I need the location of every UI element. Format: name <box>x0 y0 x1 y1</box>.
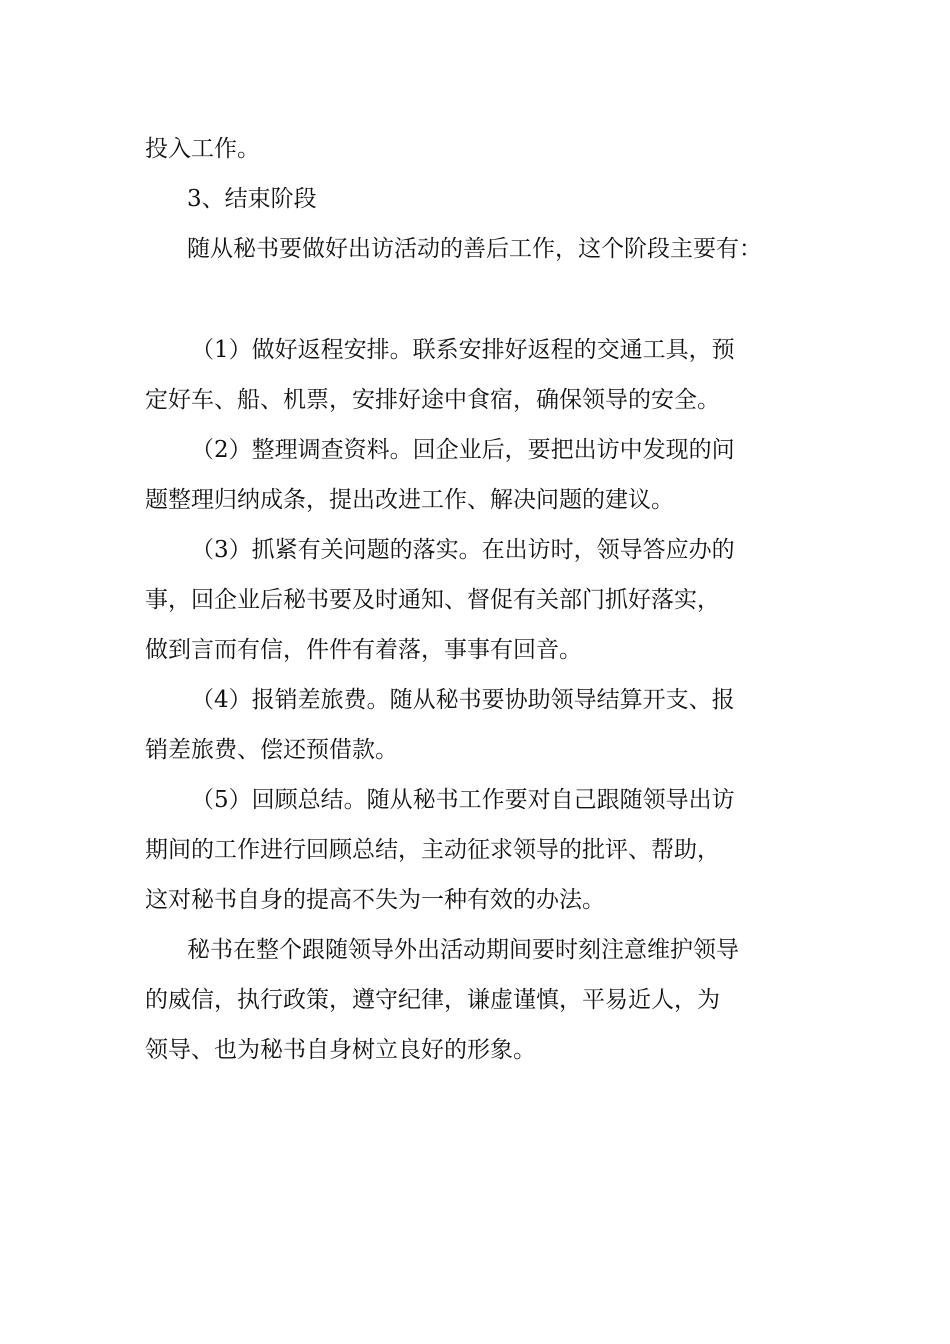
item-3-line-1: （3）抓紧有关问题的落实。在出访时，领导答应办的 <box>191 537 735 563</box>
intro-paragraph-line: 随从秘书要做好出访活动的善后工作，这个阶段主要有： <box>187 236 762 262</box>
item-5-line-1: （5）回顾总结。随从秘书工作要对自己跟随领导出访 <box>191 787 735 813</box>
closing-paragraph-line-3: 领导、也为秘书自身树立良好的形象。 <box>145 1037 536 1063</box>
item-2-line-2: 题整理归纳成条，提出改进工作、解决问题的建议。 <box>145 487 674 513</box>
item-2-line-1: （2）整理调查资料。回企业后，要把出访中发现的问 <box>191 437 735 463</box>
document-body <box>145 124 810 1075</box>
item-1-line-1: （1）做好返程安排。联系安排好返程的交通工具，预 <box>191 337 735 363</box>
item-1-line-2: 定好车、船、机票，安排好途中食宿，确保领导的安全。 <box>145 387 720 413</box>
item-3-line-3: 做到言而有信，件件有着落，事事有回音。 <box>145 637 582 663</box>
paragraph-continuation-line: 投入工作。 <box>145 136 260 162</box>
closing-paragraph-line-1: 秘书在整个跟随领导外出活动期间要时刻注意维护领导 <box>187 937 739 963</box>
section-heading: 3、结束阶段 <box>187 186 317 212</box>
item-5-line-2: 期间的工作进行回顾总结，主动征求领导的批评、帮助， <box>145 837 720 863</box>
paragraph-spacer <box>145 274 810 325</box>
item-3-line-2: 事，回企业后秘书要及时通知、督促有关部门抓好落实， <box>145 587 720 613</box>
item-4-line-1: （4）报销差旅费。随从秘书要协助领导结算开支、报 <box>191 687 735 713</box>
item-4-line-2: 销差旅费、偿还预借款。 <box>145 737 398 763</box>
item-5-line-3: 这对秘书自身的提高不失为一种有效的办法。 <box>145 887 605 913</box>
closing-paragraph-line-2: 的威信，执行政策，遵守纪律，谦虚谨慎，平易近人，为 <box>145 987 720 1013</box>
